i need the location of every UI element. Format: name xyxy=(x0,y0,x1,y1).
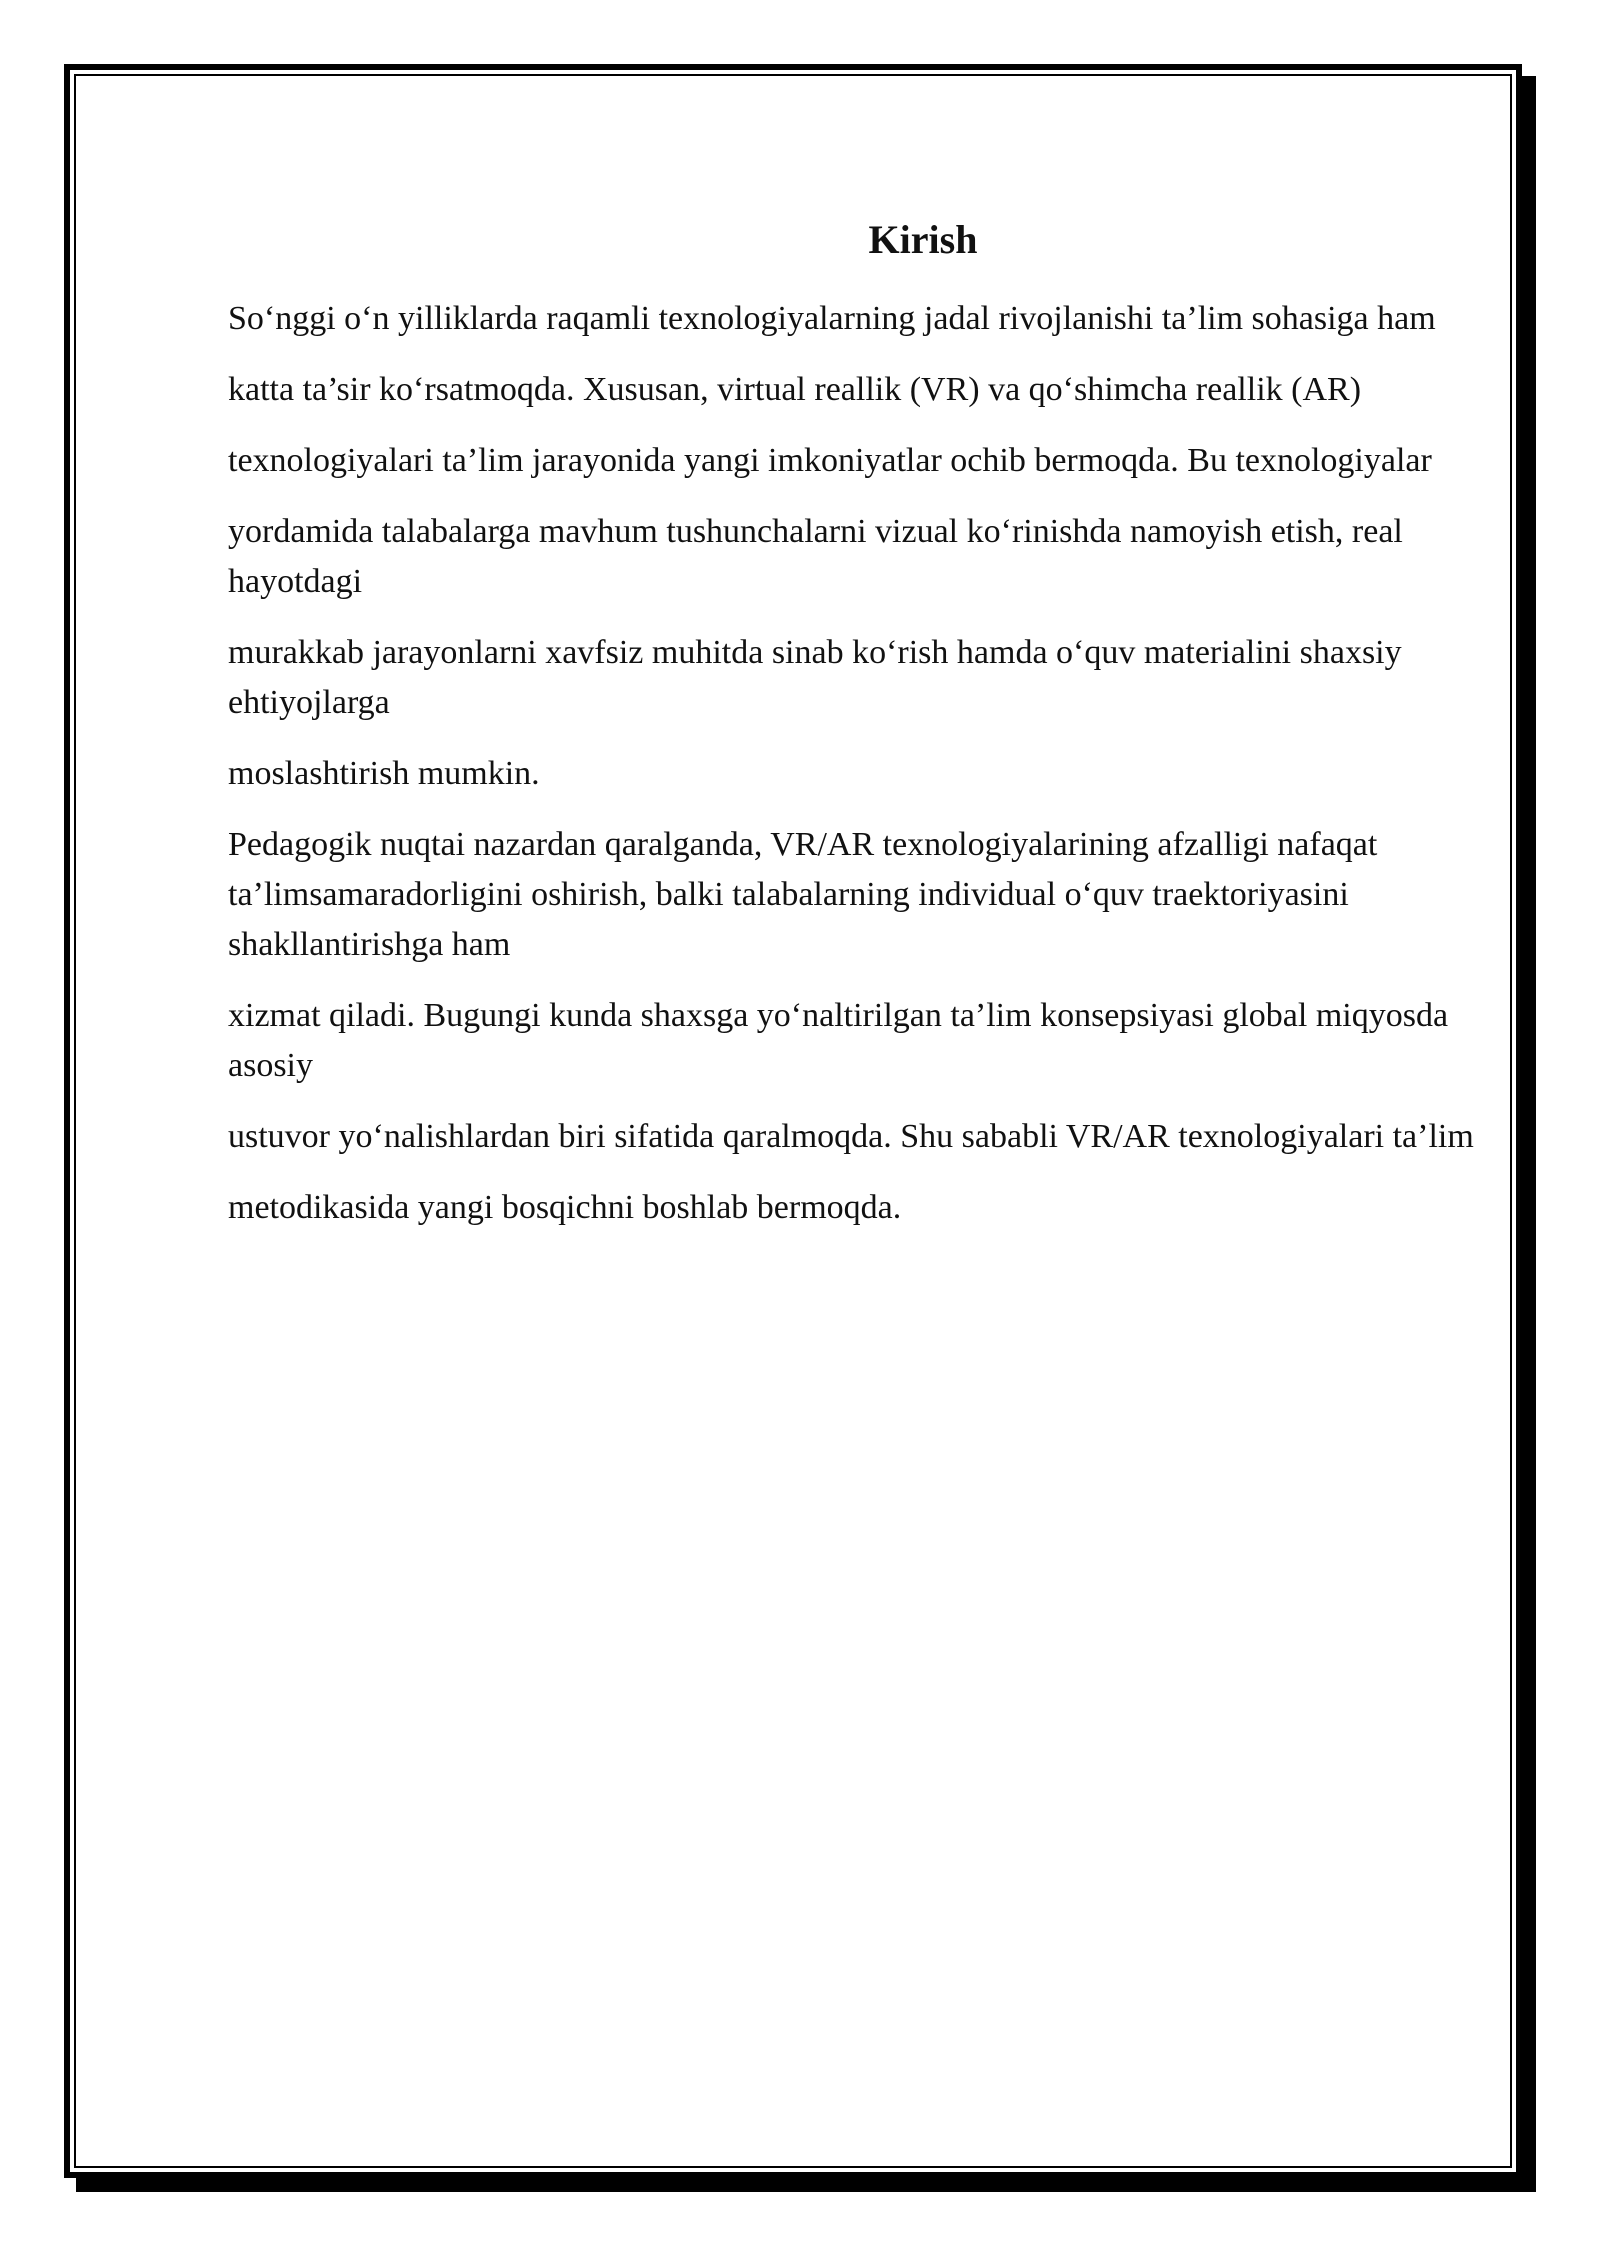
page-border-shadow-right xyxy=(1522,76,1536,2192)
paragraph: yordamida talabalarga mavhum tushunchalarni vizual ko‘rinishda namoyish etish, real hayotdagi xyxy=(228,513,1403,600)
paragraph: xizmat qiladi. Bugungi kunda shaxsga yo‘naltirilgan ta’lim konsepsiyasi global miqyosda asosiy xyxy=(228,997,1449,1084)
page-border-shadow-bottom xyxy=(76,2178,1536,2192)
page-title: Kirish xyxy=(868,217,978,262)
paragraph: Pedagogik nuqtai nazardan qaralganda, VR/AR texnologiyalarining afzalligi nafaqat ta’limsamaradorligini oshirish, balki talabalarning individual o‘quv traektoriyasini shakllantirishga ham xyxy=(228,826,1378,963)
paragraph: murakkab jarayonlarni xavfsiz muhitda sinab ko‘rish hamda o‘quv materialini shaxsiy ehtiyojlarga xyxy=(228,634,1402,721)
paragraph: katta ta’sir ko‘rsatmoqda. Xususan, virtual reallik (VR) va qo‘shimcha reallik (AR) xyxy=(228,371,1362,408)
paragraph: texnologiyalari ta’lim jarayonida yangi imkoniyatlar ochib bermoqda. Bu texnologiyalar xyxy=(228,442,1432,479)
document-body xyxy=(228,210,1488,1254)
paragraph: So‘nggi o‘n yilliklarda raqamli texnologiyalarning jadal rivojlanishi ta’lim sohasiga ham xyxy=(228,300,1436,337)
paragraph: ustuvor yo‘nalishlardan biri sifatida qaralmoqda. Shu sababli VR/AR texnologiyalari ta’lim xyxy=(228,1118,1474,1155)
paragraph: moslashtirish mumkin. xyxy=(228,755,540,792)
paragraph: metodikasida yangi bosqichni boshlab bermoqda. xyxy=(228,1189,902,1226)
